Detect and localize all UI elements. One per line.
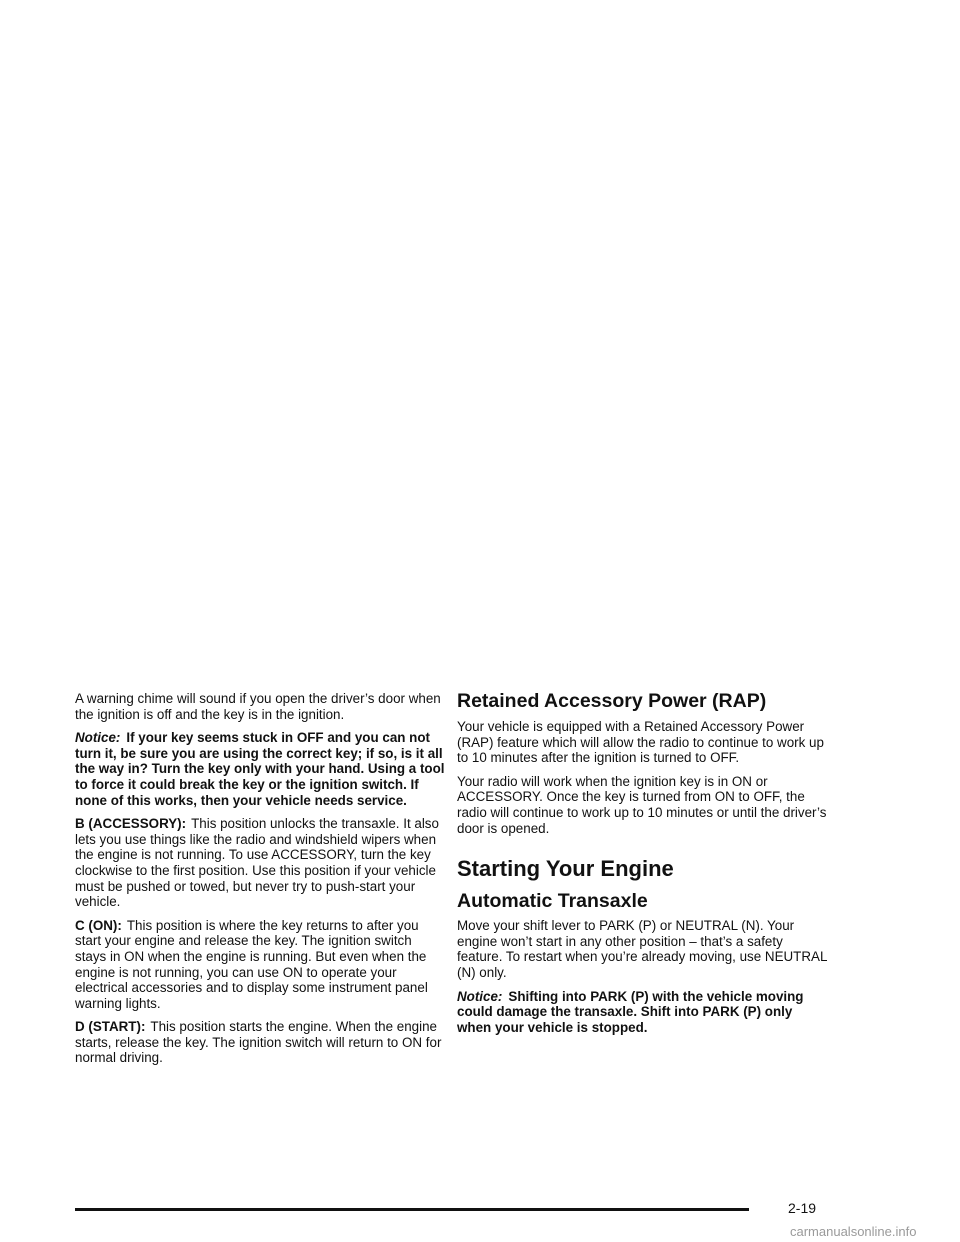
transaxle-paragraph: Move your shift lever to PARK (P) or NEUTRAL (N). Your engine won’t start in any other position – that’s a safety feature. To restart when you’re already moving, use NEUTRAL (N) only.	[457, 918, 827, 980]
accessory-paragraph	[75, 816, 445, 910]
on-label: C (ON):	[75, 917, 122, 933]
left-column	[75, 691, 445, 1074]
transaxle-notice-text: Shifting into PARK (P) with the vehicle moving could damage the transaxle. Shift into PARK (P) only when your vehicle is stopped.	[457, 988, 804, 1035]
start-text: This position starts the engine. When the engine starts, release the key. The ignition switch will return to ON for normal driving.	[75, 1019, 442, 1066]
watermark: carmanualsonline.info	[790, 1224, 917, 1239]
transaxle-notice	[457, 989, 827, 1036]
automatic-transaxle-heading: Automatic Transaxle	[457, 890, 648, 913]
notice-label: Notice:	[75, 730, 121, 746]
footer-rule	[75, 1208, 749, 1211]
notice-text: If your key seems stuck in OFF and you can not turn it, be sure you are using the correct key; if so, is it all the way in? Turn the key only with your hand. Using a tool to force it could break the key or the ignition switch. If none of this works, then your vehicle needs service.	[75, 730, 445, 808]
page-number: 2-19	[788, 1200, 817, 1216]
intro-paragraph: A warning chime will sound if you open the driver’s door when the ignition is off and the key is in the ignition.	[75, 691, 441, 722]
rap-paragraph-1: Your vehicle is equipped with a Retained Accessory Power (RAP) feature which will allow the radio to continue to work up to 10 minutes after the ignition is turned to OFF.	[457, 719, 824, 766]
notice-paragraph	[75, 730, 445, 808]
start-paragraph	[75, 1019, 445, 1066]
rap-paragraph-2: Your radio will work when the ignition key is in ON or ACCESSORY. Once the key is turned from ON to OFF, the radio will continue to work up to 10 minutes or until the driver’s door is opened.	[457, 773, 827, 836]
on-text: This position is where the key returns to after you start your engine and release the key. The ignition switch stays in ON when the engine is running. But even when the engine is not running, you can use ON to operate your electrical accessories and to display some instrument panel warning lights.	[75, 917, 428, 1011]
right-column	[457, 719, 827, 1043]
on-paragraph	[75, 918, 445, 1012]
transaxle-notice-label: Notice:	[457, 988, 503, 1004]
rap-heading: Retained Accessory Power (RAP)	[457, 690, 767, 712]
starting-engine-heading: Starting Your Engine	[457, 856, 674, 882]
start-label: D (START):	[75, 1019, 146, 1035]
accessory-text: This position unlocks the transaxle. It also lets you use things like the radio and windshield wipers when the engine is not running. To use ACCESSORY, turn the key clockwise to the first position. Use this position if your vehicle must be pushed or towed, but never try to push-start your vehicle.	[75, 816, 439, 910]
accessory-label: B (ACCESSORY):	[75, 816, 187, 832]
